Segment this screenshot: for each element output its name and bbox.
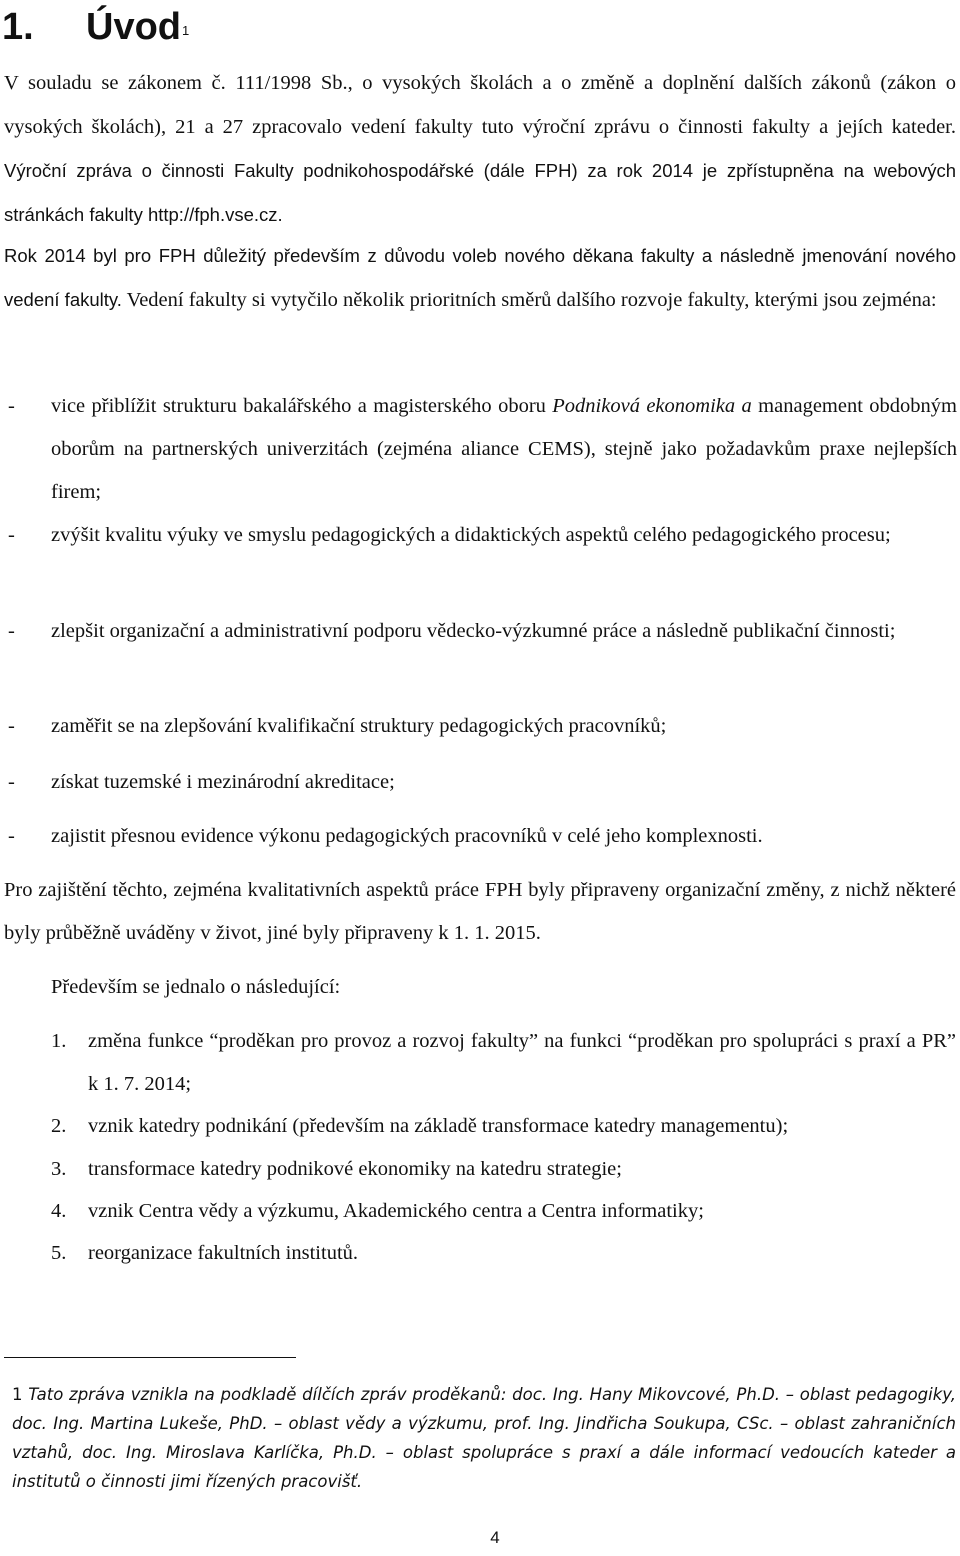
- changes-intro: Především se jednalo o následující:: [51, 976, 341, 998]
- paragraph-organizational-changes: Pro zajištění těchto, zejména kvalitativních aspektů práce FPH byly připraveny organizační změny, z nichž některé byly průběžně uváděny v život, jiné byly připraveny k 1. 1. 2015.: [4, 879, 956, 944]
- list-item-text: zaměřit se na zlepšování kvalifikační struktury pedagogických pracovníků;: [51, 715, 667, 737]
- program-name: Podniková ekonomika a: [552, 395, 752, 417]
- page-number: 4: [490, 1528, 500, 1547]
- list-dash: -: [8, 524, 15, 546]
- numbered-item: [0, 1020, 960, 1106]
- list-item-text: [51, 385, 957, 514]
- list-item-text: zajistit přesnou evidence výkonu pedagogických pracovníků v celé jeho komplexnosti.: [51, 825, 763, 847]
- numbered-item: [0, 1190, 960, 1233]
- footnote-number: 1: [12, 1385, 23, 1404]
- footnote: [12, 1380, 956, 1496]
- item-number: 1.: [51, 1030, 67, 1052]
- footnote-text: Tato zpráva vznikla na podkladě dílčích zpráv proděkanů: doc. Ing. Hany Mikovcové, Ph.D. – oblast pedagogiky, doc. Ing. Martina Lukeše, PhD. – oblast vědy a výzkumu, prof. Ing. Jindřicha Soukupa, CSc. – oblast zahraničních vztahů, doc. Ing. Miroslava Karlíčka, Ph.D. – oblast spolupráce s praxí a dále informací vedoucích kateder a institutů o činnosti jimi řízených pracovišť.: [12, 1385, 957, 1491]
- list-item: [4, 385, 956, 514]
- item-number: 4.: [51, 1200, 67, 1222]
- list-dash: -: [8, 825, 15, 847]
- item-text: reorganizace fakultních institutů.: [88, 1242, 359, 1264]
- footnote-reference[interactable]: 1: [182, 23, 190, 38]
- list-item: [4, 761, 956, 804]
- numbered-item: [0, 1232, 960, 1275]
- numbered-item: [0, 1148, 960, 1191]
- paragraph-legal-basis: [4, 62, 956, 237]
- list-item-text-part: management obdobným oborům na partnerských univerzitách (zejména aliance CEMS), stejně jako požadavkům praxe nejlepších firem;: [51, 395, 957, 503]
- item-text: změna funkce “proděkan pro provoz a rozvoj fakulty” na funkci “proděkan pro spolupráci s praxí a PR” k 1. 7. 2014;: [88, 1030, 956, 1095]
- list-item-text-part: vice přiblížit strukturu bakalářského a magisterského oboru: [51, 395, 553, 417]
- list-item-text: zlepšit organizační a administrativní podporu vědecko-výzkumné práce a následně publikační činnosti;: [51, 620, 896, 642]
- list-dash: -: [8, 395, 15, 417]
- list-dash: -: [8, 715, 15, 737]
- item-text: vznik Centra vědy a výzkumu, Akademického centra a Centra informatiky;: [88, 1200, 704, 1222]
- footnote-separator: [4, 1357, 296, 1358]
- list-dash: -: [8, 771, 15, 793]
- list-item: [4, 705, 956, 748]
- paragraph-legal-basis-text: V souladu se zákonem č. 111/1998 Sb., o vysokých školách a o změně a doplnění dalších zákonů (zákon o vysokých školách), 21 a 27 zpracovalo vedení fakulty tuto výroční zprávu o činnosti fakulty a jejích kateder.: [4, 72, 956, 138]
- paragraph-year-overview: [4, 234, 956, 322]
- item-number: 5.: [51, 1242, 67, 1264]
- list-item: [4, 610, 956, 653]
- item-number: 2.: [51, 1115, 67, 1137]
- section-title: Úvod: [86, 6, 181, 48]
- section-number: 1.: [2, 6, 34, 48]
- list-item-text: získat tuzemské i mezinárodní akreditace;: [51, 771, 395, 793]
- paragraph-year-overview-text: Rok 2014 byl pro FPH důležitý především z důvodu voleb nového děkana fakulty a následně jmenování nového vedení fakulty.: [4, 245, 956, 310]
- list-item: [4, 815, 956, 858]
- item-text: vznik katedry podnikání (především na základě transformace katedry managementu);: [88, 1115, 789, 1137]
- list-item: [4, 514, 956, 557]
- paragraph-priorities-intro: Vedení fakulty si vytyčilo několik prioritních směrů dalšího rozvoje fakulty, kterými jsou zejména:: [121, 289, 937, 311]
- section-heading: [2, 2, 189, 52]
- list-item-text: zvýšit kvalitu výuky ve smyslu pedagogických a didaktických aspektů celého pedagogického procesu;: [51, 524, 891, 546]
- numbered-item: [0, 1105, 960, 1148]
- item-text: transformace katedry podnikové ekonomiky na katedru strategie;: [88, 1158, 622, 1180]
- paragraph-report-availability: Výroční zpráva o činnosti Fakulty podnikohospodářské (dále FPH) za rok 2014 je zpřístupněna na webových stránkách fakulty http://fph.vse.cz.: [4, 160, 956, 225]
- item-number: 3.: [51, 1158, 67, 1180]
- list-dash: -: [8, 620, 15, 642]
